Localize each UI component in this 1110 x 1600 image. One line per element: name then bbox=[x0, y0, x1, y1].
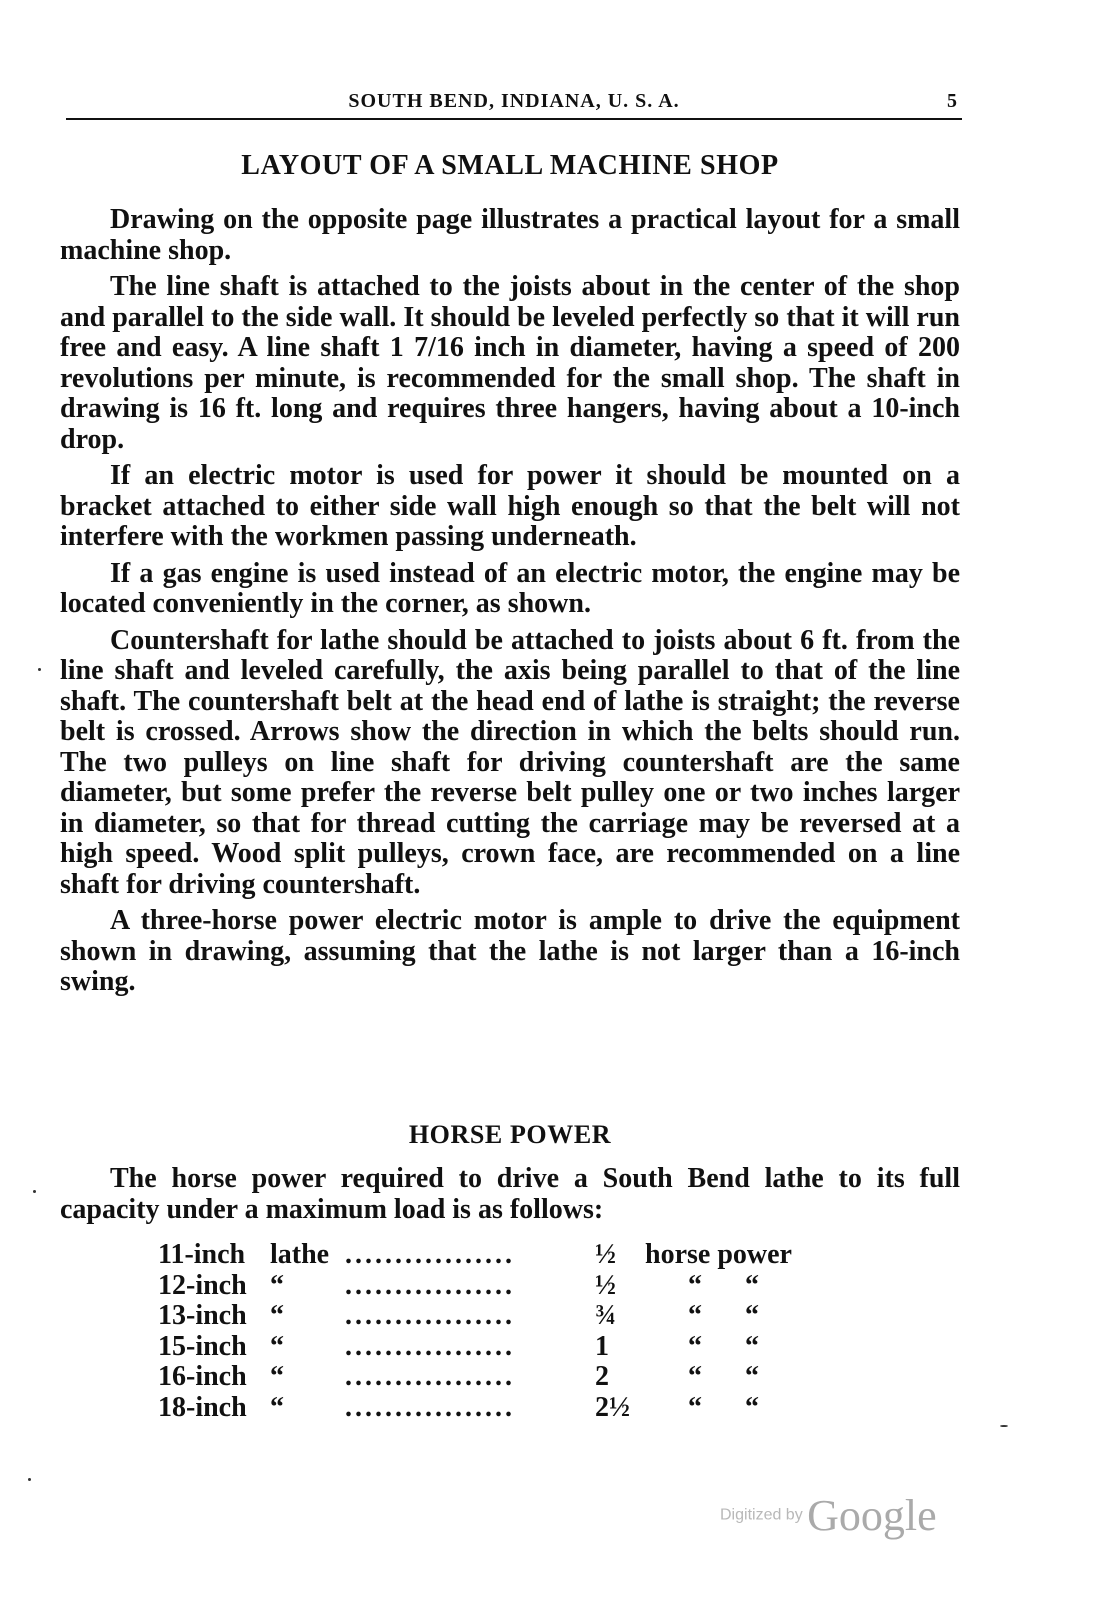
horse-power-value: 2 bbox=[595, 1361, 609, 1393]
watermark-prefix: Digitized by bbox=[720, 1506, 803, 1524]
ditto-mark: “ bbox=[745, 1330, 759, 1362]
ditto-mark: “ bbox=[688, 1391, 702, 1423]
horse-power-value: ¾ bbox=[595, 1300, 616, 1332]
leader-dots: ................. bbox=[345, 1392, 515, 1423]
ditto-mark: “ bbox=[745, 1391, 759, 1423]
table-row bbox=[158, 1332, 792, 1363]
horse-power-unit: horse power bbox=[645, 1239, 792, 1270]
section-title: LAYOUT OF A SMALL MACHINE SHOP bbox=[241, 150, 779, 181]
ditto-mark: “ bbox=[745, 1269, 759, 1301]
paragraph: If a gas engine is used instead of an electric motor, the engine may be located conveniently in the corner, as shown. bbox=[60, 557, 960, 619]
leader-dots: ................. bbox=[345, 1240, 515, 1270]
table-row bbox=[158, 1362, 792, 1393]
table-row bbox=[158, 1240, 792, 1271]
ditto-mark: “ bbox=[688, 1361, 702, 1393]
scan-speck bbox=[1000, 1425, 1008, 1427]
lathe-size: 15-inch bbox=[158, 1330, 247, 1362]
ditto-mark: “ bbox=[688, 1300, 702, 1332]
scan-speck bbox=[38, 668, 41, 671]
paragraph: If an electric motor is used for power it should be mounted on a bracket attached to either side wall high enough so that the belt will not interfere with the workmen passing underneath. bbox=[60, 460, 960, 552]
ditto-mark: “ bbox=[745, 1361, 759, 1393]
running-header-place: SOUTH BEND, INDIANA, U. S. A. bbox=[348, 90, 680, 112]
lathe-size: 13-inch bbox=[158, 1300, 247, 1332]
paragraph: A three-horse power electric motor is ample to drive the equipment shown in drawing, assuming that the lathe is not larger than a 16-inch swing. bbox=[60, 905, 960, 997]
page-number: 5 bbox=[947, 90, 958, 112]
lathe-size: 18-inch bbox=[158, 1391, 247, 1423]
ditto-mark: “ bbox=[688, 1269, 702, 1301]
horse-power-value: 2½ bbox=[595, 1391, 630, 1423]
leader-dots: ................. bbox=[345, 1362, 515, 1393]
horse-power-table bbox=[158, 1240, 792, 1424]
lathe-size: 12-inch bbox=[158, 1269, 247, 1301]
ditto-mark: “ bbox=[270, 1330, 284, 1362]
running-header bbox=[66, 88, 962, 120]
digitized-by-watermark bbox=[720, 1490, 937, 1541]
horse-power-intro bbox=[60, 1163, 960, 1225]
table-row bbox=[158, 1301, 792, 1332]
ditto-mark: “ bbox=[688, 1330, 702, 1362]
paragraph: Drawing on the opposite page illustrates a practical layout for a small machine shop. bbox=[60, 204, 960, 266]
horse-power-value: ½ bbox=[595, 1239, 616, 1270]
horse-power-value: 1 bbox=[595, 1330, 609, 1362]
leader-dots: ................. bbox=[345, 1270, 515, 1301]
table-row bbox=[158, 1271, 792, 1302]
ditto-mark: “ bbox=[270, 1300, 284, 1332]
lathe-kind: lathe bbox=[270, 1239, 330, 1270]
lathe-size: 16-inch bbox=[158, 1361, 247, 1393]
lathe-size: 11-inch bbox=[158, 1239, 246, 1270]
paragraph: The horse power required to drive a South Bend lathe to its full capacity under a maximum load is as follows: bbox=[60, 1163, 960, 1225]
ditto-mark: “ bbox=[745, 1300, 759, 1332]
horse-power-value: ½ bbox=[595, 1269, 616, 1301]
paragraph: Countershaft for lathe should be attached to joists about 6 ft. from the line shaft and leveled carefully, the axis being parallel to that of the line shaft. The countershaft belt at the head end of lathe is straight; the reverse belt is crossed. Arrows show the direction in which the belts should run. The two pulleys on line shaft for driving countershaft are the same diameter, but some prefer the reverse belt pulley one or two inches larger in diameter, so that for thread cutting the carriage may be reversed at a high speed. Wood split pulleys, crown face, are recommended on a line shaft for driving countershaft. bbox=[60, 624, 960, 900]
horse-power-heading: HORSE POWER bbox=[408, 1120, 612, 1149]
ditto-mark: “ bbox=[270, 1391, 284, 1423]
leader-dots: ................. bbox=[345, 1301, 515, 1332]
google-logo: Google bbox=[807, 1491, 937, 1540]
ditto-mark: “ bbox=[270, 1361, 284, 1393]
body-text bbox=[60, 205, 960, 1004]
table-row bbox=[158, 1393, 792, 1424]
scan-speck bbox=[28, 1478, 31, 1481]
leader-dots: ................. bbox=[345, 1331, 515, 1362]
ditto-mark: “ bbox=[270, 1269, 284, 1301]
scan-speck bbox=[33, 1190, 36, 1193]
paragraph: The line shaft is attached to the joists about in the center of the shop and parallel to the side wall. It should be leveled perfectly so that it will run free and easy. A line shaft 1 7/16 inch in diameter, having a speed of 200 revolutions per minute, is recommended for the small shop. The shaft in drawing is 16 ft. long and requires three hangers, having about a 10-inch drop. bbox=[60, 271, 960, 455]
